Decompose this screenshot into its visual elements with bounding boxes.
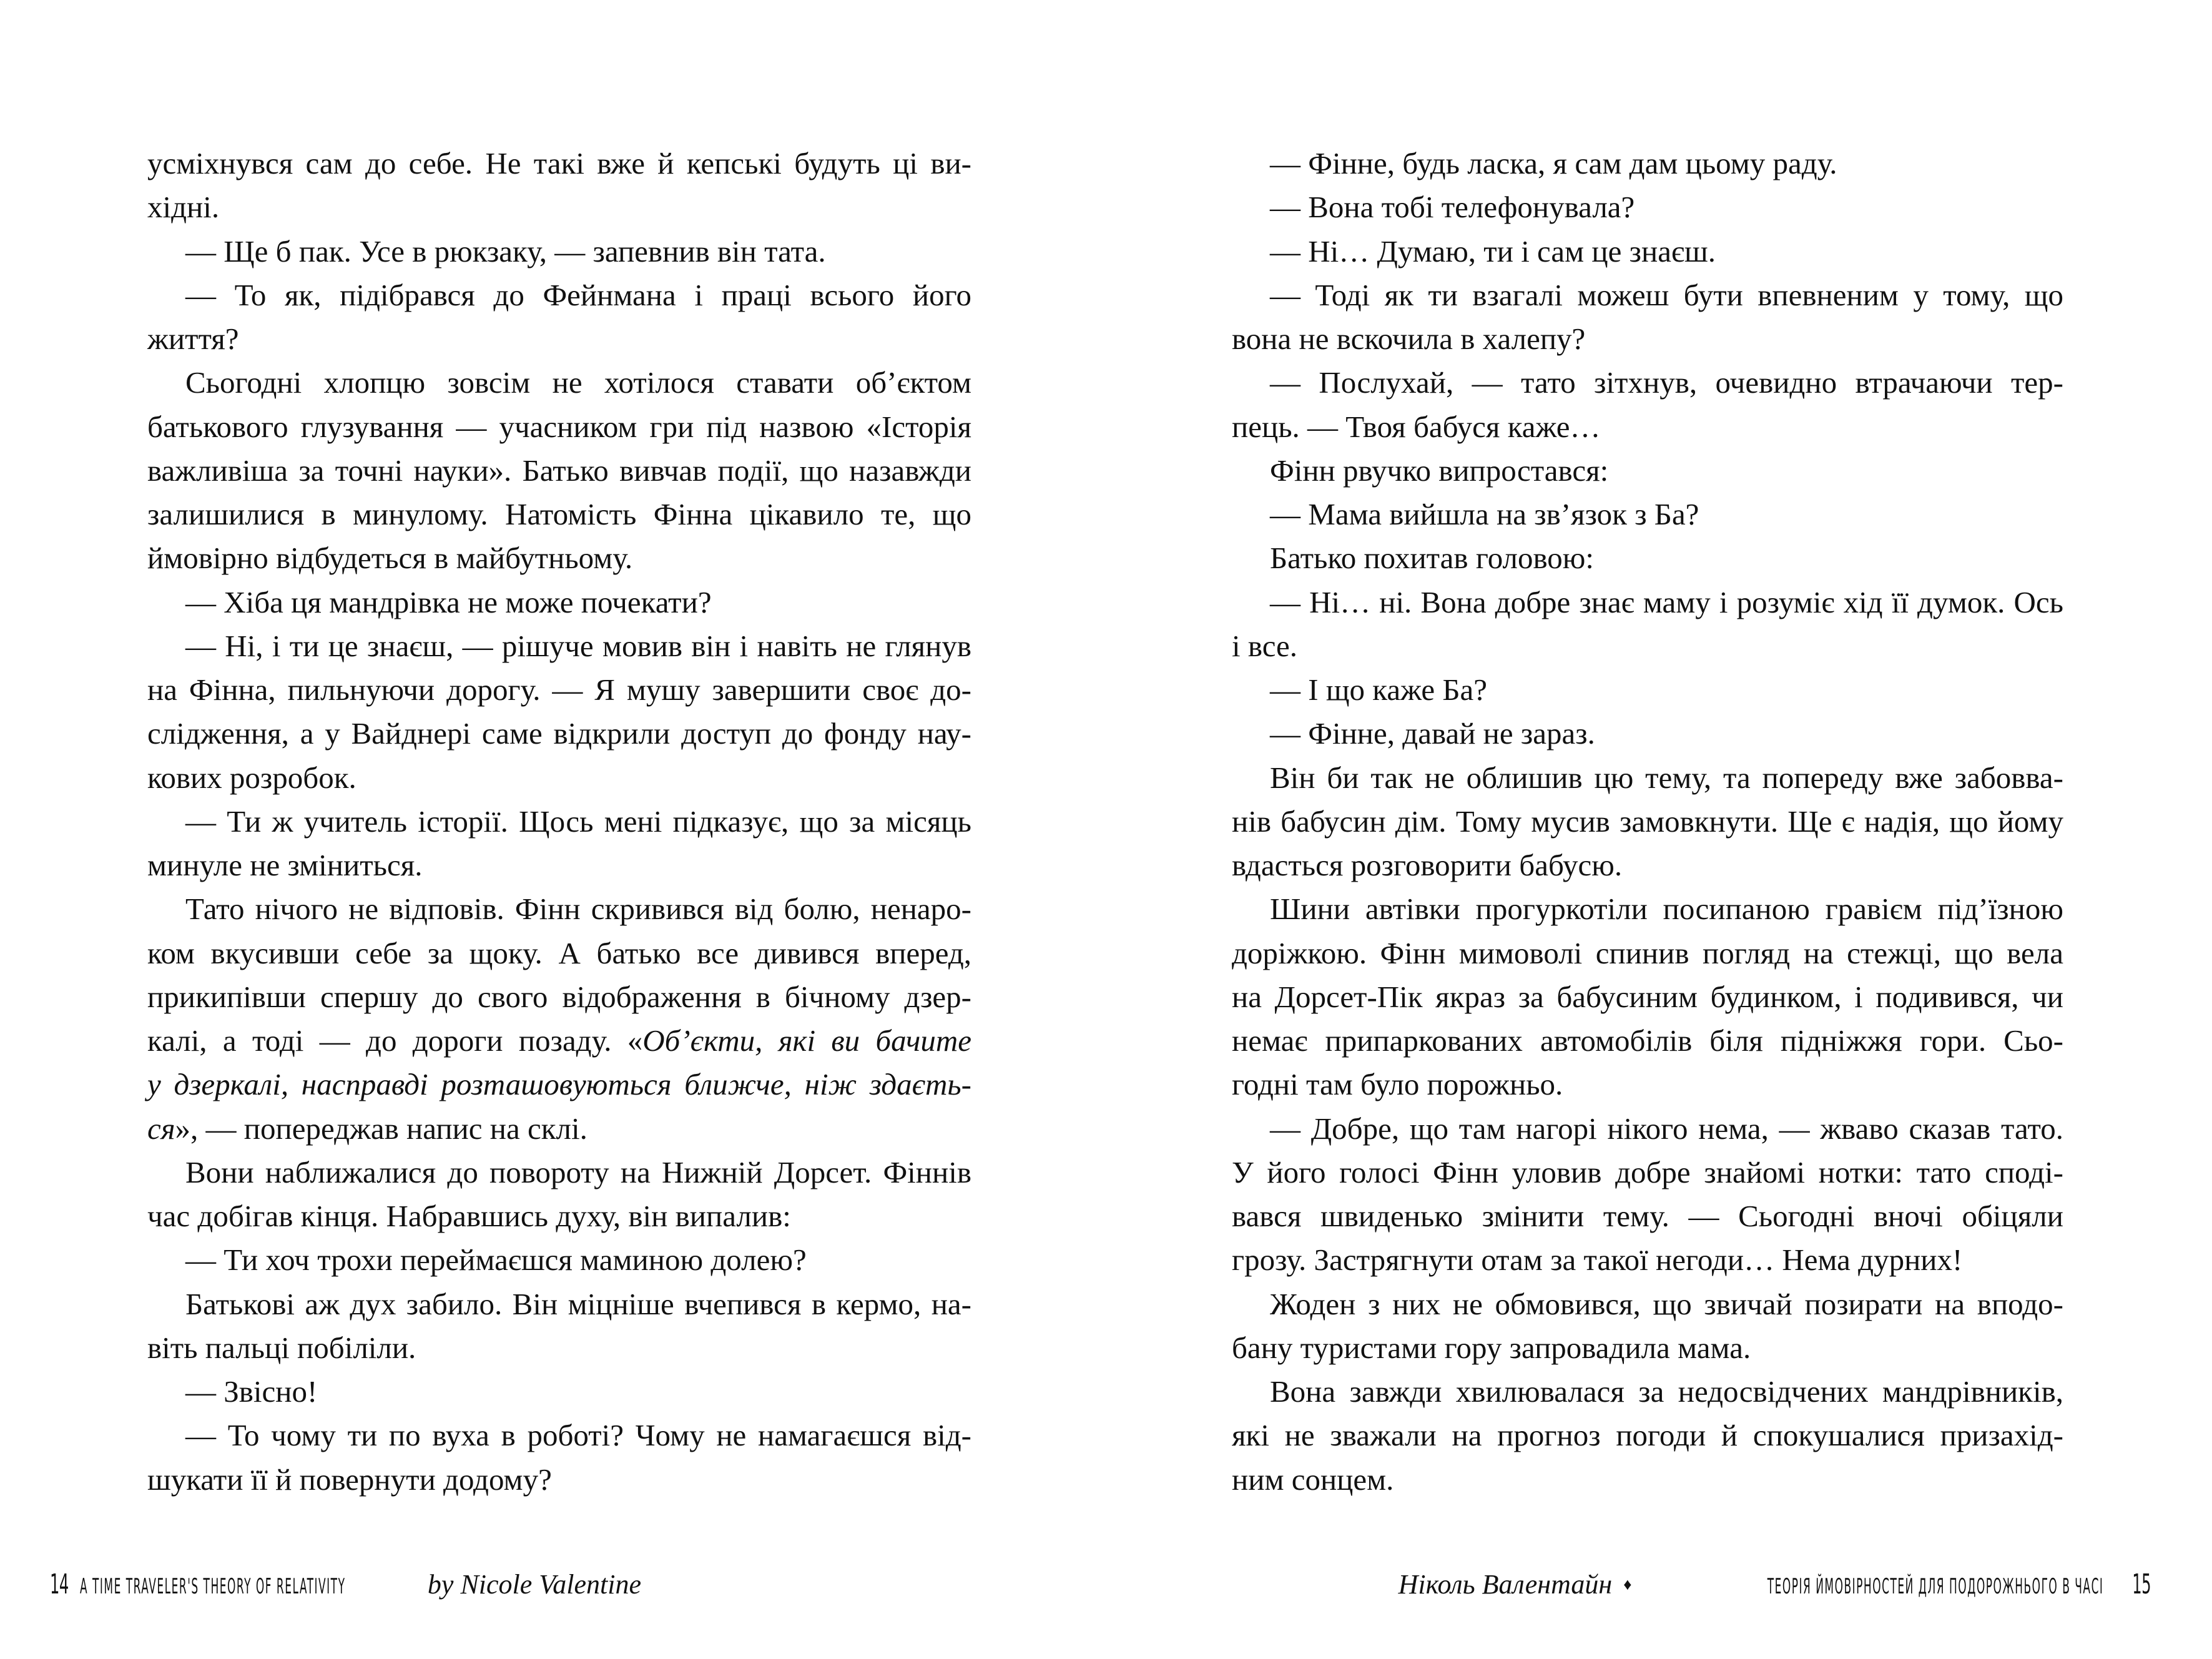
text-segment: », — попереджав напис на склі. [175, 1111, 587, 1146]
text-line: нів бабусин дім. Тому мусив замовкнути. Ще є надія, що йому [1232, 804, 2063, 839]
text-line: — Ти ж учитель історії. Щось мені підказує, що за місяць [185, 804, 971, 839]
text-line: Вони наближалися до повороту на Нижній Дорсет. Фіннів [185, 1154, 971, 1189]
text-line: Жоден з них не обмовився, що звичай позирати на вподо- [1270, 1286, 2063, 1321]
text-line: хідні. [147, 190, 220, 225]
left-page-footer [50, 1568, 641, 1606]
italic-quote-text: ся [147, 1111, 175, 1146]
text-line: доріжкою. Фінн мимоволі спинив погляд на стежці, що вела [1232, 935, 2063, 970]
page-number-left: 14 [50, 1568, 69, 1600]
text-line: які не зважали на прогноз погоди й спокушалися призахід- [1232, 1418, 2063, 1453]
text-line: — Фінне, будь ласка, я сам дам цьому раду. [1270, 146, 1837, 180]
text-line: — Ні… Думаю, ти і сам це знаєш. [1270, 234, 1716, 268]
text-line: Сьогодні хлопцю зовсім не хотілося ставати об’єктом [185, 365, 971, 400]
text-line: час добігав кінця. Набравшись духу, він випалив: [147, 1199, 791, 1233]
text-line: — Добре, що там нагорі нікого нема, — жваво сказав тато. [1270, 1111, 2063, 1146]
text-line: Вона завжди хвилювалася за недосвідчених мандрівників, [1270, 1374, 2063, 1409]
diamond-separator-icon: ♦ [1623, 1575, 1632, 1593]
text-line [147, 1107, 971, 1151]
right-page [1106, 0, 2212, 1659]
running-title-left: A TIME TRAVELER'S THEORY OF RELATIVITY [80, 1574, 346, 1599]
text-line: батькового глузування — учасником гри під назвою «Історія [147, 409, 971, 444]
text-line: — Ти хоч трохи переймаєшся маминою долею? [185, 1243, 807, 1277]
text-line: віть пальці побіліли. [147, 1330, 416, 1365]
text-line: — Ні… ні. Вона добре знає маму і розуміє хід її думок. Ось [1270, 584, 2063, 619]
running-title-right: ТЕОРІЯ ЙМОВІРНОСТЕЙ ДЛЯ ПОДОРОЖНЬОГО В ЧАСІ [1767, 1574, 2103, 1599]
text-line: на Дорсет-Пік якраз за бабусиним будинком, і подивився, чи [1232, 979, 2063, 1014]
page-number-right: 15 [2132, 1568, 2151, 1600]
text-line: Шини автівки прогуркотіли посипаною гравієм під’їзною [1270, 892, 2063, 927]
text-line: — То чому ти по вуха в роботі? Чому не намагаєшся від- [185, 1418, 971, 1453]
text-line: залишилися в минулому. Натомість Фінна цікавило те, що [147, 497, 971, 531]
text-line: Батькові аж дух забило. Він міцніше вчепився в кермо, на- [185, 1286, 971, 1321]
text-line: У його голосі Фінн уловив добре знайомі нотки: тато сподi- [1232, 1154, 2063, 1189]
text-line: грозу. Застрягнути отам за такої негоди… Нема дурних! [1232, 1243, 1963, 1277]
text-line: — І що каже Ба? [1270, 672, 1487, 707]
text-line: вона не вскочила в халепу? [1232, 322, 1586, 356]
text-line: усміхнувся сам до себе. Не такі вже й кепські будуть ці ви- [147, 146, 971, 180]
text-line: шукати її й повернути додому? [147, 1462, 552, 1497]
text-line: Тато нічого не відповів. Фінн скривився від болю, ненаро- [185, 892, 971, 927]
text-line [147, 1063, 971, 1106]
text-line: життя? [147, 322, 239, 356]
running-author-left: by Nicole Valentine [427, 1569, 642, 1600]
text-line: — Послухай, — тато зітхнув, очевидно втрачаючи тер- [1270, 365, 2063, 400]
running-author-right: Ніколь Валентайн [1398, 1569, 1613, 1600]
text-line [147, 1019, 971, 1063]
text-line: слідження, а у Вайднері саме відкрили доступ до фонду нау- [147, 716, 971, 751]
text-line: бану туристами гору запровадила мама. [1232, 1330, 1751, 1365]
text-line: — Мама вийшла на зв’язок з Ба? [1270, 497, 1699, 531]
text-line: — То як, підібрався до Фейнмана і праці всього його [185, 277, 971, 312]
text-line: ймовірно відбудеться в майбутньому. [147, 541, 633, 576]
left-page-body-text [147, 142, 971, 1502]
text-line: — Ні, і ти це знаєш, — рішуче мовив він і навіть не глянув [185, 628, 971, 663]
text-line: Фінн рвучко випростався: [1270, 453, 1609, 488]
text-line: — Хіба ця мандрівка не може почекати? [185, 584, 712, 619]
text-line: — Вона тобі телефонувала? [1270, 190, 1635, 225]
text-line: кових розробок. [147, 760, 356, 795]
text-line: ним сонцем. [1232, 1462, 1394, 1497]
text-line: — Тоді як ти взагалі можеш бути впевненим у тому, що [1270, 277, 2063, 312]
right-page-body-text [1232, 142, 2063, 1502]
text-line: вався швиденько змінити тему. — Сьогодні вночі обіцяли [1232, 1199, 2063, 1233]
text-line: годні там було порожньо. [1232, 1067, 1563, 1102]
text-line: прикипівши спершу до свого відображення в бічному дзер- [147, 979, 971, 1014]
text-line: і все. [1232, 628, 1298, 663]
italic-quote-text: Об’єкти, які ви бачите [642, 1023, 971, 1058]
text-line: вдасться розговорити бабусю. [1232, 848, 1623, 882]
text-segment: калі, а тоді — до дороги позаду. « [147, 1023, 643, 1058]
text-line: немає припаркованих автомобілів біля підніжжя гори. Сьо- [1232, 1023, 2063, 1058]
italic-quote-text: у дзеркалі, насправді розташовуються ближче, ніж здаєть- [147, 1067, 971, 1102]
text-line: ком вкусивши себе за щоку. А батько все дивився вперед, [147, 935, 971, 970]
text-line: на Фінна, пильнуючи дорогу. — Я мушу завершити своє до- [147, 672, 971, 707]
text-line: важливіша за точні науки». Батько вивчав події, що назавжди [147, 453, 971, 488]
text-line: — Фінне, давай не зараз. [1270, 716, 1595, 751]
text-line: Батько похитав головою: [1270, 541, 1595, 576]
text-line: — Ще б пак. Усе в рюкзаку, — запевнив він тата. [185, 234, 826, 268]
right-page-footer [1398, 1568, 2151, 1606]
text-line: пець. — Твоя бабуся каже… [1232, 409, 1601, 444]
text-line: — Звісно! [185, 1374, 318, 1409]
text-line: минуле не зміниться. [147, 848, 423, 882]
text-line: Він би так не облишив цю тему, та попереду вже забовва- [1270, 760, 2063, 795]
